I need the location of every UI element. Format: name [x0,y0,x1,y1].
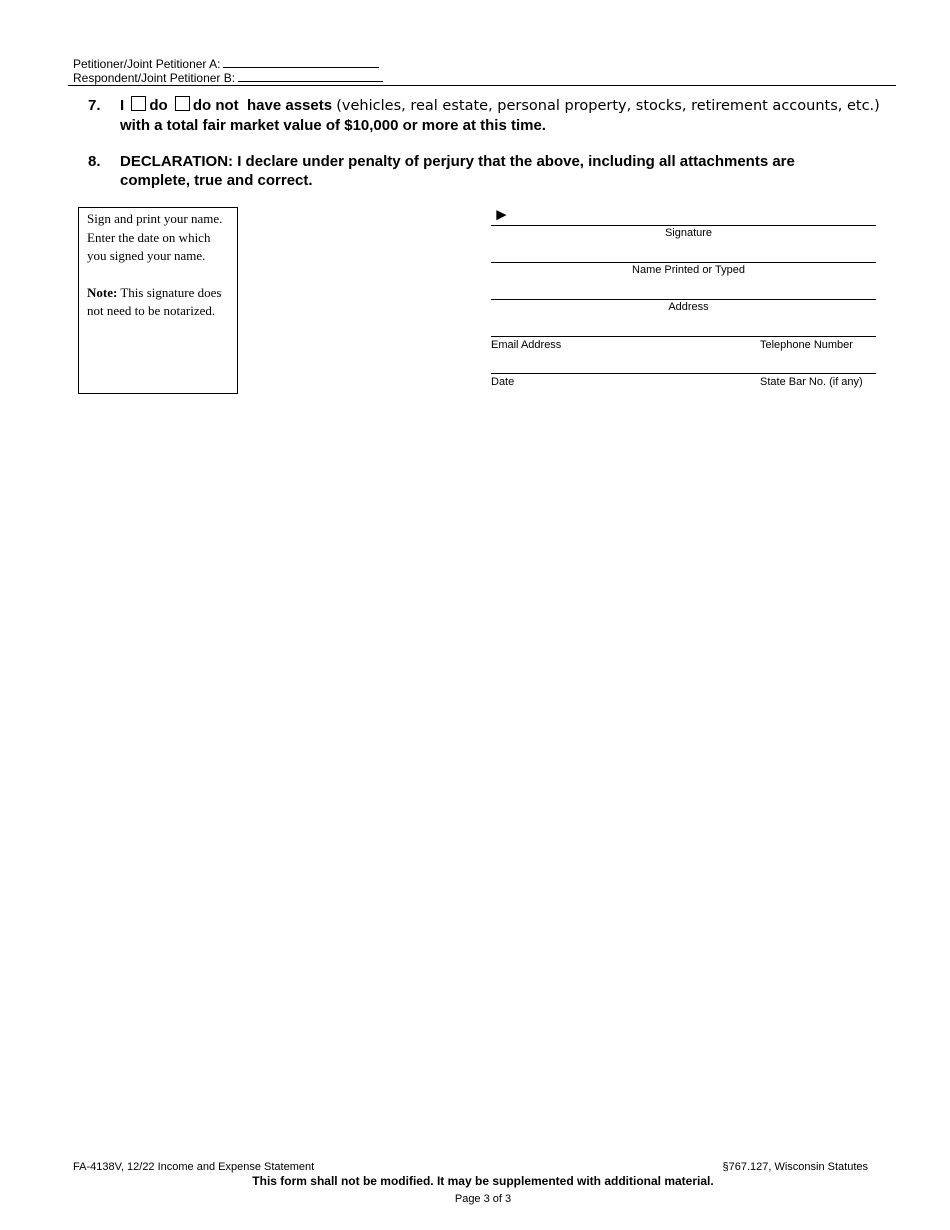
respondent-row [73,70,383,85]
date-statebar-line[interactable] [491,373,876,374]
respondent-label: Respondent/Joint Petitioner B: [73,71,236,85]
date-label: Date [491,376,515,388]
statute-reference: §767.127, Wisconsin Statutes [722,1161,868,1173]
petitioner-label: Petitioner/Joint Petitioner A: [73,57,221,71]
item-8-number: 8. [88,153,101,170]
do-not-label: do not [192,97,239,114]
email-telephone-line[interactable] [491,336,876,337]
name-printed-line[interactable] [491,262,876,263]
address-label: Address [668,301,709,313]
state-bar-label: State Bar No. (if any) [760,376,863,388]
telephone-label: Telephone Number [760,339,853,351]
petitioner-row [73,56,379,71]
instruction-box [78,207,238,394]
item-7 [88,96,878,136]
item-7-number: 7. [88,97,101,114]
do-not-checkbox[interactable] [175,96,190,111]
do-checkbox[interactable] [131,96,146,111]
modification-notice: This form shall not be modified. It may be supplemented with additional material. [252,1174,714,1188]
signature-label: Signature [664,227,713,239]
instruction-date: Enter the date on which you signed your name. [87,229,211,263]
petitioner-name-field[interactable] [223,56,379,68]
header-divider [68,85,896,86]
do-label: do [149,97,168,114]
note-label: Note: [87,284,118,300]
item-7-line2: with a total fair market value of $10,000 or more at this time. [120,117,546,134]
item-7-lead: I [120,97,125,114]
instruction-note [87,284,229,321]
signature-line[interactable] [491,225,876,226]
respondent-name-field[interactable] [238,70,383,82]
have-assets-label: have assets [247,97,333,114]
assets-examples: (vehicles, real estate, personal property, stocks, retirement accounts, etc.) [336,98,880,114]
page-number: Page 3 of 3 [454,1193,512,1205]
form-id: FA-4138V, 12/22 Income and Expense Statement [73,1161,315,1173]
name-printed-label: Name Printed or Typed [632,264,745,276]
note-text: This signature does not need to be notarized. [87,284,222,318]
declaration-text: DECLARATION: I declare under penalty of perjury that the above, including all attachments are complete, true and correct. [120,153,795,189]
item-8 [88,152,878,192]
sign-here-arrow-icon: ► [493,205,510,224]
email-label: Email Address [491,339,562,351]
address-line[interactable] [491,299,876,300]
instruction-sign: Sign and print your name. [87,211,223,226]
